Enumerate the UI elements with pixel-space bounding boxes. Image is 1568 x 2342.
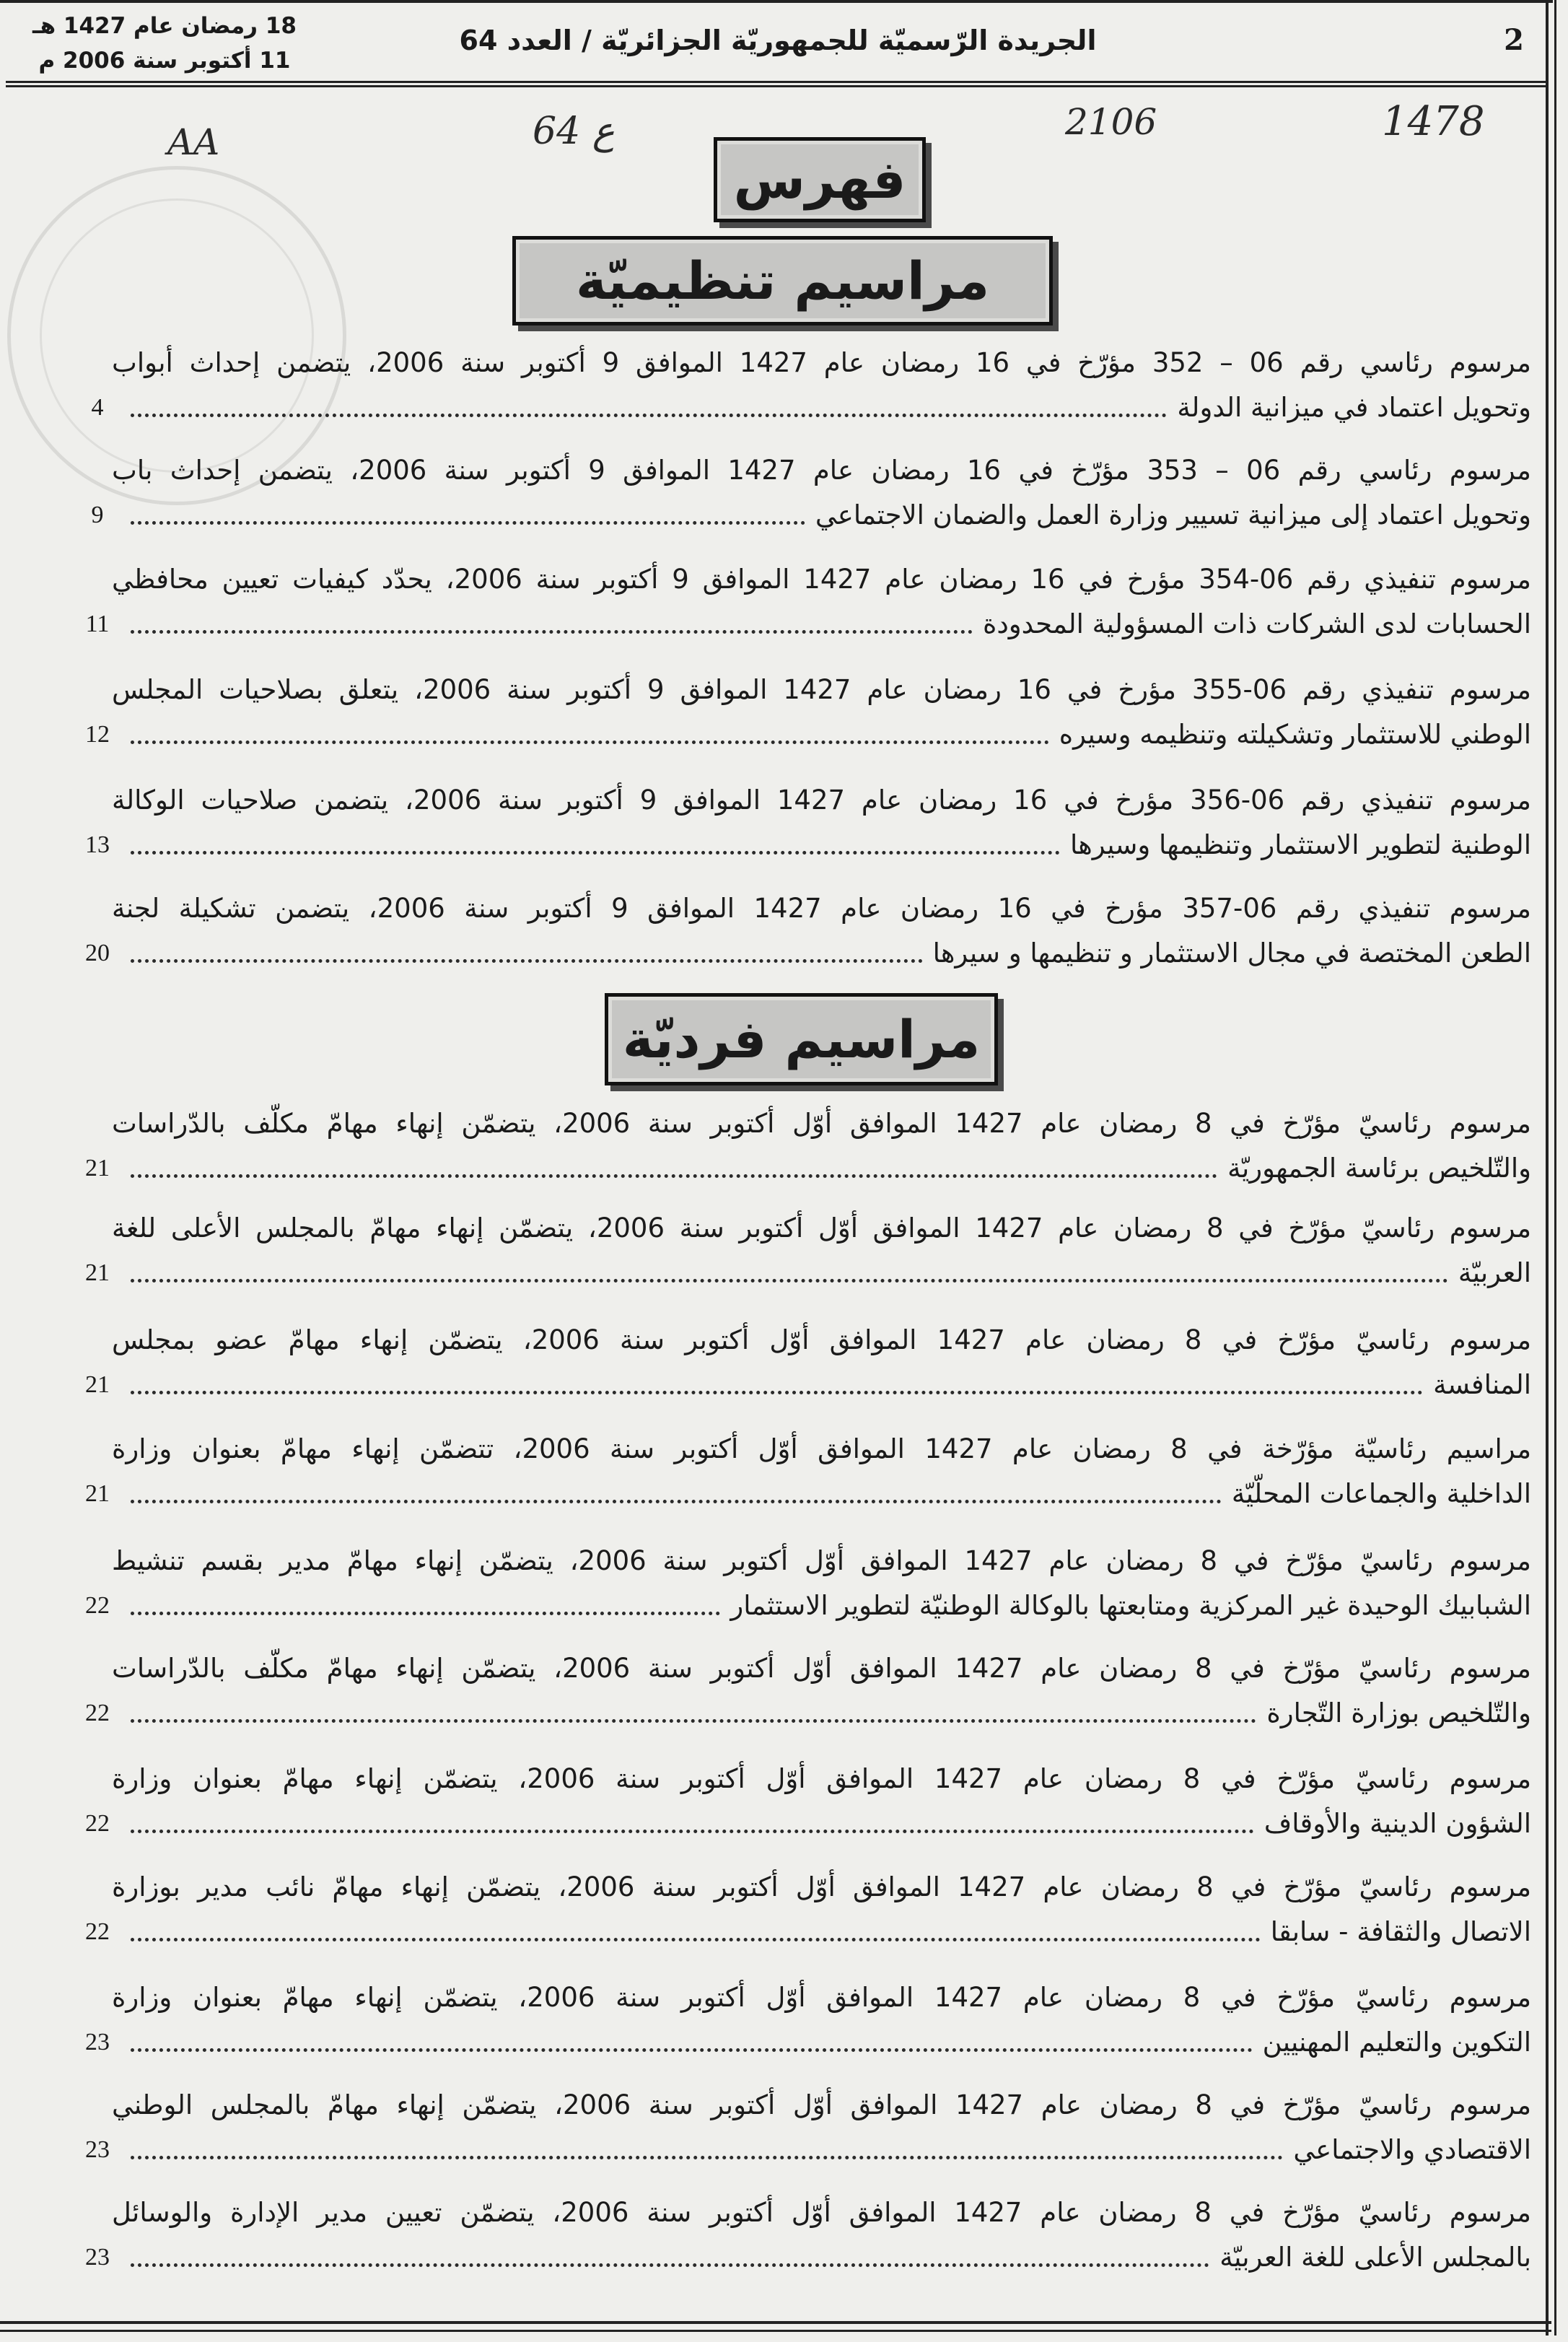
header-hijri-date: 18 رمضان عام 1427 هـ <box>32 13 297 39</box>
entry-text-line-1: مرسوم رئاسي رقم 06 – 353 مؤرّخ في 16 رمضان عام 1427 الموافق 9 أكتوبر سنة 2006، يتضمن إحداث باب <box>112 455 1531 486</box>
toc-entry <box>76 668 1531 757</box>
page-number: 23 <box>85 2244 110 2271</box>
dot-leader <box>131 1719 1256 1723</box>
handwritten-note: 64 ع <box>533 110 615 153</box>
dot-leader <box>131 414 1167 417</box>
entry-text-line-1: مرسوم تنفيذي رقم 06-357 مؤرخ في 16 رمضان عام 1427 الموافق 9 أكتوبر سنة 2006، يتضمن تشكيلة لجنة <box>112 893 1531 924</box>
toc-entry <box>76 1975 1531 2065</box>
toc-entry <box>76 1865 1531 1954</box>
entry-text-line-2: الاقتصادي والاجتماعي <box>1293 2134 1531 2165</box>
dot-leader <box>131 1938 1261 1941</box>
entry-text-line-1: مرسوم رئاسي رقم 06 – 352 مؤرّخ في 16 رمضان عام 1427 الموافق 9 أكتوبر سنة 2006، يتضمن إحداث أبواب <box>112 347 1531 378</box>
page-bottom-rule <box>0 2321 1551 2332</box>
entry-line-2 <box>76 1472 1531 1516</box>
entry-text-line-2: الوطنية لتطوير الاستثمار وتنظيمها وسيرها <box>1070 829 1531 860</box>
entry-line-2 <box>76 712 1531 757</box>
toc-entry <box>76 341 1531 430</box>
header-page-number: 2 <box>1504 23 1524 57</box>
entry-text-line-2: الوطني للاستثمار وتشكيلته وتنظيمه وسيره <box>1059 719 1531 750</box>
entry-text-line-1: مرسوم رئاسيّ مؤرّخ في 8 رمضان عام 1427 الموافق أوّل أكتوبر سنة 2006، يتضمّن إنهاء مهامّ بعنوان وزارة <box>112 1763 1531 1794</box>
dot-leader <box>131 959 923 963</box>
toc-entry <box>76 886 1531 976</box>
toc-entry <box>76 1757 1531 1846</box>
page-number: 4 <box>91 394 104 421</box>
entry-line-2 <box>76 823 1531 868</box>
entry-line-2 <box>76 1146 1531 1191</box>
dot-leader <box>131 1830 1254 1833</box>
entry-text-line-2: العربيّة <box>1458 1257 1531 1288</box>
entry-line-2 <box>76 2128 1531 2172</box>
regulatory-decrees-heading: مراسيم تنظيميّة <box>575 250 990 311</box>
page-number: 13 <box>85 831 110 858</box>
regulatory-decrees-heading-box <box>512 236 1053 325</box>
entry-line-2 <box>76 2235 1531 2280</box>
page-number: 21 <box>85 1259 110 1286</box>
entry-line-2 <box>76 931 1531 976</box>
entry-text-line-1: مرسوم رئاسيّ مؤرّخ في 8 رمضان عام 1427 الموافق أوّل أكتوبر سنة 2006، يتضمّن إنهاء مهامّ مكلّف بالدّراسات <box>112 1653 1531 1684</box>
entry-text-line-1: مرسوم تنفيذي رقم 06-356 مؤرخ في 16 رمضان عام 1427 الموافق 9 أكتوبر سنة 2006، يتضمن صلاحيات الوكالة <box>112 785 1531 816</box>
entry-text-line-1: مرسوم رئاسيّ مؤرّخ في 8 رمضان عام 1427 الموافق أوّل أكتوبر سنة 2006، يتضمّن إنهاء مهامّ بالمجلس الأعلى للغة <box>112 1212 1531 1244</box>
toc-entry <box>76 2083 1531 2172</box>
entry-text-line-1: مرسوم رئاسيّ مؤرّخ في 8 رمضان عام 1427 الموافق أوّل أكتوبر سنة 2006، يتضمّن تعيين مدير الإدارة والوسائل <box>112 2197 1531 2228</box>
toc-entry <box>76 1539 1531 1628</box>
page-number: 23 <box>85 2136 110 2163</box>
entry-text-line-2: والتّلخيص بوزارة التّجارة <box>1266 1697 1531 1729</box>
entry-line-2 <box>76 1363 1531 1407</box>
dot-leader <box>131 1500 1222 1503</box>
page-number: 23 <box>85 2029 110 2055</box>
dot-leader <box>131 1279 1448 1283</box>
page-number: 21 <box>85 1155 110 1181</box>
entry-line-2 <box>76 1583 1531 1628</box>
dot-leader <box>131 1612 720 1615</box>
entry-line-2 <box>76 1801 1531 1846</box>
dot-leader <box>131 2263 1209 2267</box>
dot-leader <box>131 521 805 525</box>
header-title: الجريدة الرّسميّة للجمهوريّة الجزائريّة / العدد 64 <box>459 25 1097 56</box>
entry-text-line-1: مرسوم رئاسيّ مؤرّخ في 8 رمضان عام 1427 الموافق أوّل أكتوبر سنة 2006، يتضمّن إنهاء مهامّ بعنوان وزارة <box>112 1982 1531 2013</box>
entry-text-line-2: الشؤون الدينية والأوقاف <box>1263 1808 1531 1839</box>
entry-text-line-2: الاتصال والثقافة - سابقا <box>1270 1916 1531 1947</box>
entry-text-line-2: وتحويل اعتماد إلى ميزانية تسيير وزارة العمل والضمان الاجتماعي <box>815 499 1531 530</box>
entry-text-line-1: مرسوم رئاسيّ مؤرّخ في 8 رمضان عام 1427 الموافق أوّل أكتوبر سنة 2006، يتضمّن إنهاء مهامّ عضو بمجلس <box>112 1324 1531 1355</box>
page-number: 21 <box>85 1480 110 1507</box>
entry-line-2 <box>76 493 1531 538</box>
toc-entry <box>76 778 1531 868</box>
entry-line-2 <box>76 1910 1531 1954</box>
dot-leader <box>131 1174 1217 1178</box>
entry-line-2 <box>76 385 1531 430</box>
dot-leader <box>131 2048 1253 2052</box>
page-number: 22 <box>85 1810 110 1837</box>
page-number: 22 <box>85 1592 110 1619</box>
page-number: 20 <box>85 940 110 966</box>
toc-entry <box>76 1206 1531 1295</box>
entry-text-line-2: الشبابيك الوحيدة غير المركزية ومتابعتها بالوكالة الوطنيّة لتطوير الاستثمار <box>730 1590 1531 1621</box>
page-number: 22 <box>85 1700 110 1726</box>
entry-line-2 <box>76 1691 1531 1736</box>
dot-leader <box>131 1391 1423 1394</box>
dot-leader <box>131 630 973 634</box>
toc-entry <box>76 1318 1531 1407</box>
entry-text-line-1: مرسوم تنفيذي رقم 06-354 مؤرخ في 16 رمضان عام 1427 الموافق 9 أكتوبر سنة 2006، يحدّد كيفيات تعيين محافظي <box>112 564 1531 595</box>
entry-text-line-2: التكوين والتعليم المهنيين <box>1262 2027 1531 2058</box>
entry-text-line-2: الداخلية والجماعات المحلّيّة <box>1231 1478 1531 1509</box>
handwritten-note: AA <box>167 121 220 163</box>
individual-decrees-heading-box <box>605 993 998 1085</box>
entry-text-line-2: بالمجلس الأعلى للغة العربيّة <box>1219 2242 1531 2273</box>
index-title-box <box>714 137 926 222</box>
entry-text-line-1: مرسوم رئاسيّ مؤرّخ في 8 رمضان عام 1427 الموافق أوّل أكتوبر سنة 2006، يتضمّن إنهاء مهامّ مدير بقسم تنشيط <box>112 1545 1531 1576</box>
handwritten-note: 1478 <box>1382 98 1485 145</box>
toc-entry <box>76 1646 1531 1736</box>
page-header <box>6 0 1546 87</box>
index-title: فهرس <box>733 149 906 210</box>
entry-line-2 <box>76 1251 1531 1295</box>
dot-leader <box>131 2156 1283 2159</box>
entry-text-line-2: وتحويل اعتماد في ميزانية الدولة <box>1177 392 1531 423</box>
entry-text-line-1: مرسوم رئاسيّ مؤرّخ في 8 رمضان عام 1427 الموافق أوّل أكتوبر سنة 2006، يتضمّن إنهاء مهامّ مكلّف بالدّراسات <box>112 1108 1531 1139</box>
page-number: 9 <box>91 502 104 528</box>
entry-text-line-1: مراسيم رئاسيّة مؤرّخة في 8 رمضان عام 1427 الموافق أوّل أكتوبر سنة 2006، تتضمّن إنهاء مهامّ بعنوان وزارة <box>112 1433 1531 1464</box>
toc-entry <box>76 557 1531 647</box>
entry-text-line-2: الحسابات لدى الشركات ذات المسؤولية المحدودة <box>982 608 1531 639</box>
entry-line-2 <box>76 602 1531 647</box>
dot-leader <box>131 851 1060 855</box>
page-right-border <box>1546 0 1556 2336</box>
toc-entry <box>76 2190 1531 2280</box>
entry-text-line-1: مرسوم رئاسيّ مؤرّخ في 8 رمضان عام 1427 الموافق أوّل أكتوبر سنة 2006، يتضمّن إنهاء مهامّ نائب مدير بوزارة <box>112 1871 1531 1902</box>
page-number: 21 <box>85 1371 110 1398</box>
page-number: 12 <box>85 721 110 748</box>
toc-entry <box>76 1101 1531 1191</box>
entry-text-line-2: والتّلخيص برئاسة الجمهوريّة <box>1227 1153 1531 1184</box>
header-gregorian-date: 11 أكتوبر سنة 2006 م <box>38 48 291 74</box>
toc-entry <box>76 448 1531 538</box>
handwritten-note: 2106 <box>1065 101 1157 143</box>
entry-line-2 <box>76 2020 1531 2065</box>
toc-entry <box>76 1427 1531 1516</box>
page-number: 11 <box>85 611 110 637</box>
dot-leader <box>131 740 1049 744</box>
entry-text-line-1: مرسوم تنفيذي رقم 06-355 مؤرخ في 16 رمضان عام 1427 الموافق 9 أكتوبر سنة 2006، يتعلق بصلاحيات المجلس <box>112 674 1531 705</box>
entry-text-line-2: المنافسة <box>1433 1369 1531 1400</box>
individual-decrees-heading: مراسيم فرديّة <box>622 1009 981 1070</box>
entry-text-line-1: مرسوم رئاسيّ مؤرّخ في 8 رمضان عام 1427 الموافق أوّل أكتوبر سنة 2006، يتضمّن إنهاء مهامّ بالمجلس الوطني <box>112 2089 1531 2120</box>
entry-text-line-2: الطعن المختصة في مجال الاستثمار و تنظيمها و سيرها <box>932 938 1531 969</box>
page-number: 22 <box>85 1918 110 1945</box>
